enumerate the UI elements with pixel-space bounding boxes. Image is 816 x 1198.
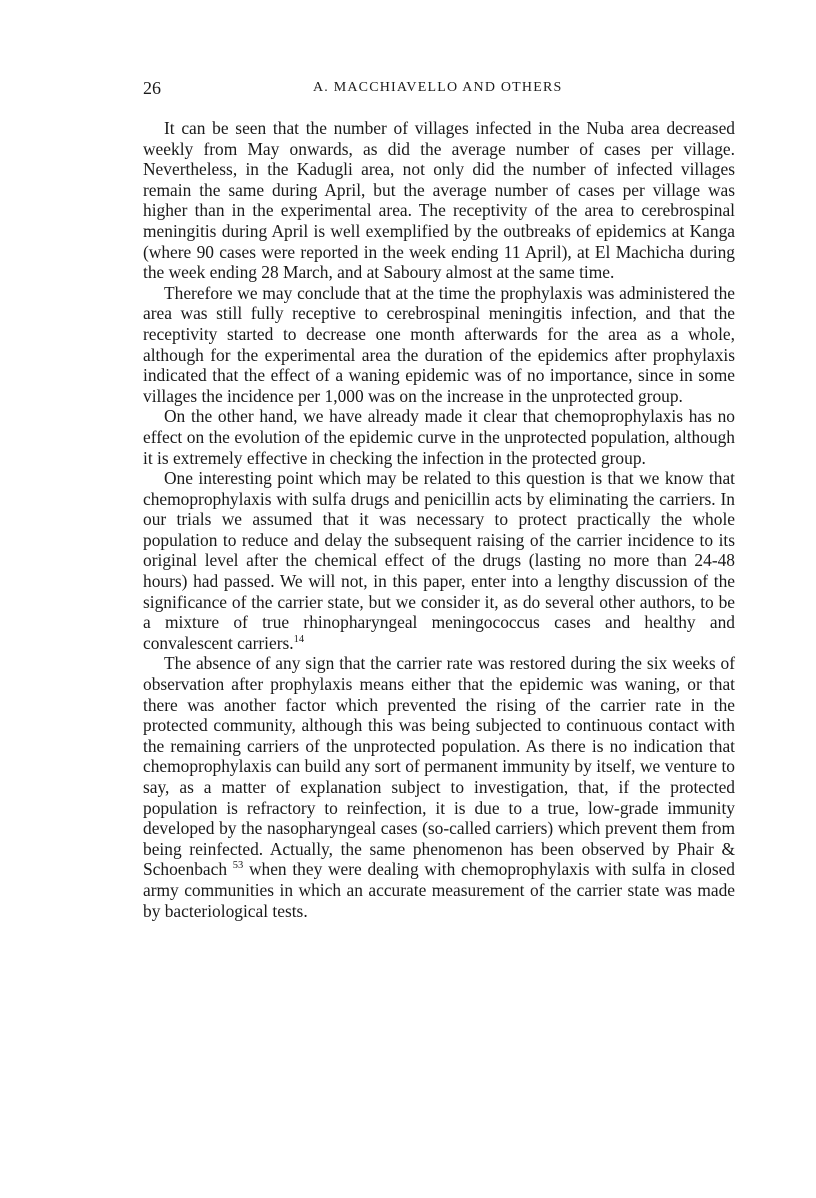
paragraph-immunity <box>143 653 735 921</box>
running-head: A. MACCHIAVELLO AND OTHERS <box>313 80 563 95</box>
paragraph-text: On the other hand, we have already made it clear that chemoprophylaxis has no effect on the evolution of the epidemic curve in the unprotected population, although it is extremely effective in checking the infection in the protected group. <box>143 406 735 468</box>
paragraph-carriers <box>143 468 735 653</box>
footnote-ref-53: 53 <box>232 860 244 872</box>
paragraph-text: One interesting point which may be related to this question is that we know that chemoprophylaxis with sulfa drugs and penicillin acts by eliminating the carriers. In our trials we assumed that it was necessary to protect practically the whole population to reduce and delay the subsequent raising of the carrier incidence to its original level after the chemical effect of the drugs (lasting no more than 24-48 hours) had passed. We will not, in this paper, enter into a lengthy discussion of the significance of the carrier state, but we consider it, as do several other authors, to be a mixture of true rhinopharyngeal meningococcus cases and healthy and convalescent carriers. <box>143 468 735 653</box>
page-header <box>143 78 735 104</box>
footnote-ref-14: 14 <box>293 634 305 646</box>
paragraph-epidemic-curve <box>143 406 735 468</box>
paragraph-text: It can be seen that the number of villages infected in the Nuba area decreased weekly from May onwards, as did the average number of cases per village. Nevertheless, in the Kadugli area, not only did the number of infected villages remain the same during April, but the average number of cases per village was higher than in the experimental area. The receptivity of the area to cerebrospinal meningitis during April is well exemplified by the outbreaks of epidemics at Kanga (where 90 cases were reported in the week ending 11 April), at El Machicha during the week ending 28 March, and at Saboury almost at the same time. <box>143 118 735 283</box>
document-page <box>143 78 735 921</box>
paragraph-text-continued: when they were dealing with chemoprophylaxis with sulfa in closed army communities in which an accurate measurement of the carrier state was made by bacteriological tests. <box>143 859 735 921</box>
paragraph-text: The absence of any sign that the carrier rate was restored during the six weeks of observation after prophylaxis means either that the epidemic was waning, or that there was another factor which prevented the rising of the carrier rate in the protected community, although this was being subjected to continuous contact with the remaining carriers of the unprotected population. As there is no indication that chemoprophylaxis can build any sort of permanent immunity by itself, we venture to say, as a matter of explanation subject to investigation, that, if the protected population is refractory to reinfection, it is due to a true, low-grade immunity developed by the nasopharyngeal cases (so-called carriers) which prevent them from being reinfected. Actually, the same phenomenon has been observed by Phair & Schoenbach <box>143 653 735 880</box>
page-number: 26 <box>143 78 161 98</box>
paragraph-conclusion <box>143 283 735 407</box>
paragraph-receptivity <box>143 118 735 283</box>
body-text <box>143 118 735 921</box>
paragraph-text: Therefore we may conclude that at the time the prophylaxis was administered the area was still fully receptive to cerebrospinal meningitis infection, and that the receptivity started to decrease one month afterwards for the area as a whole, although for the experimental area the duration of the epidemics after prophylaxis indicated that the effect of a waning epidemic was of no importance, since in some villages the incidence per 1,000 was on the increase in the unprotected group. <box>143 282 735 406</box>
